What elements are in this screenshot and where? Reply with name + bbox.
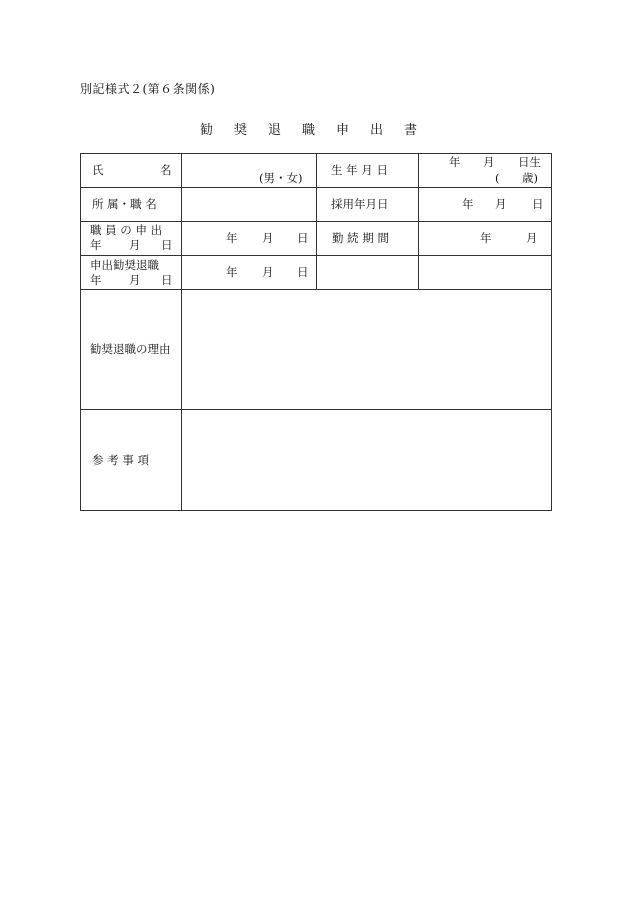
- birth-date-label: 生 年 月 日: [331, 163, 388, 177]
- title-char: 奨: [234, 123, 248, 138]
- document-title: [200, 119, 438, 138]
- employee-request-label-month: 月: [129, 238, 141, 252]
- hire-day-unit: 日: [532, 197, 544, 211]
- gender-option: (男・女): [259, 171, 303, 185]
- recommend-request-label-month: 月: [129, 273, 141, 287]
- birth-month-unit: 月: [483, 155, 495, 169]
- hire-year-unit: 年: [462, 197, 474, 211]
- application-form-table: [80, 153, 552, 511]
- title-char: 申: [336, 123, 350, 138]
- title-char: 勧: [200, 123, 214, 138]
- affiliation-label: 所 属・職 名: [92, 197, 157, 211]
- employee-request-month-unit: 月: [262, 231, 274, 245]
- title-char: 退: [268, 123, 282, 138]
- affiliation-field[interactable]: [182, 188, 315, 220]
- birth-day-unit: 日生: [518, 155, 541, 169]
- age-open: (: [495, 171, 500, 185]
- employee-request-year-unit: 年: [226, 231, 238, 245]
- service-year-unit: 年: [480, 231, 492, 245]
- age-unit: 歳): [522, 171, 538, 185]
- recommend-request-label: 申出勧奨退職: [90, 258, 159, 272]
- service-month-unit: 月: [526, 231, 538, 245]
- notes-field[interactable]: [182, 410, 551, 510]
- employee-request-label-year: 年: [90, 238, 102, 252]
- notes-label: 参 考 事 項: [92, 453, 149, 467]
- recommend-request-year-unit: 年: [226, 265, 238, 279]
- employee-request-label: 職 員 の 申 出: [90, 223, 163, 237]
- title-char: 出: [370, 123, 384, 138]
- recommend-request-day-unit: 日: [297, 265, 309, 279]
- grid-line: [81, 187, 552, 188]
- recommend-request-label-year: 年: [90, 273, 102, 287]
- title-char: 書: [404, 123, 418, 138]
- form-number-label: 別記様式２(第６条関係): [80, 82, 216, 96]
- name-label: 氏: [92, 163, 104, 177]
- employee-request-label-day: 日: [161, 238, 173, 252]
- reason-field[interactable]: [182, 290, 551, 408]
- grid-line: [81, 255, 552, 256]
- name-label-suffix: 名: [160, 163, 172, 177]
- reason-label: 勧奨退職の理由: [90, 342, 171, 356]
- hire-month-unit: 月: [495, 197, 507, 211]
- birth-year-unit: 年: [449, 155, 461, 169]
- grid-line: [81, 221, 552, 222]
- hire-date-label: 採用年月日: [331, 197, 389, 211]
- employee-request-day-unit: 日: [297, 231, 309, 245]
- recommend-request-month-unit: 月: [262, 265, 274, 279]
- title-char: 職: [302, 123, 316, 138]
- service-period-label: 勤 続 期 間: [332, 231, 389, 245]
- recommend-request-label-day: 日: [161, 273, 173, 287]
